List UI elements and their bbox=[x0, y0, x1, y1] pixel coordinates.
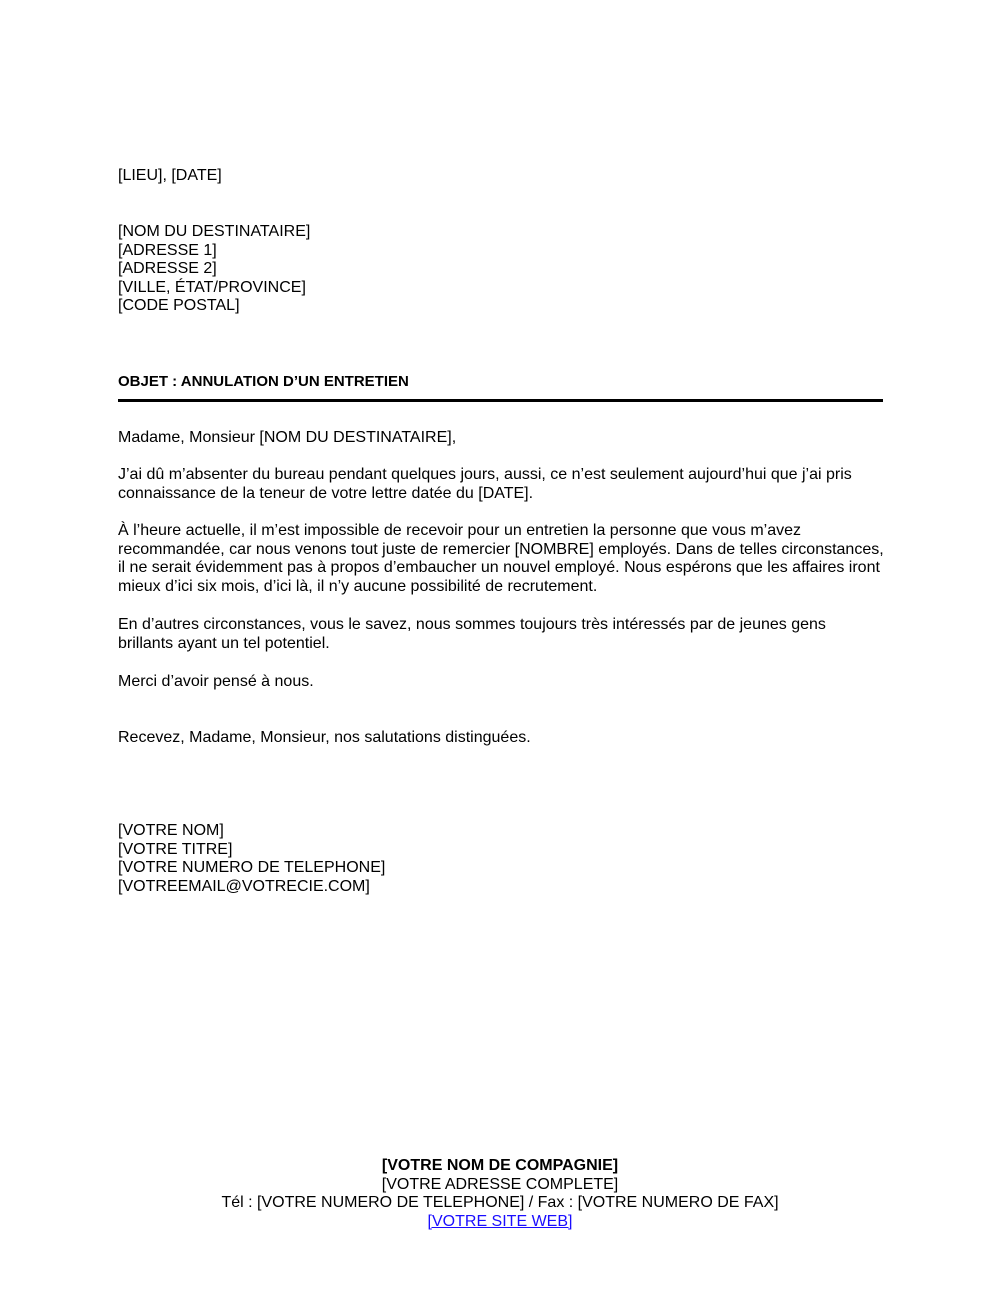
body-paragraph-3 bbox=[118, 616, 884, 653]
closing-text: Recevez, Madame, Monsieur, nos salutations distinguées. bbox=[118, 729, 531, 746]
footer-company-name: [VOTRE NOM DE COMPAGNIE] bbox=[381, 1157, 619, 1174]
body-paragraph-1 bbox=[118, 466, 884, 503]
paragraph-text: Merci d’avoir pensé à nous. bbox=[118, 673, 314, 690]
recipient-city-state: [VILLE, ÉTAT/PROVINCE] bbox=[118, 278, 306, 296]
place-date-text: [LIEU], [DATE] bbox=[118, 167, 222, 184]
footer-address: [VOTRE ADRESSE COMPLETE] bbox=[381, 1175, 619, 1193]
recipient-postal-code: [CODE POSTAL] bbox=[118, 297, 240, 315]
paragraph-text: En d’autres circonstances, vous le savez, nous sommes toujours très intéressés par de jeunes gens brillants ayant un tel potentiel. bbox=[118, 616, 826, 652]
footer-contact: Tél : [VOTRE NUMERO DE TELEPHONE] / Fax : [VOTRE NUMERO DE FAX] bbox=[221, 1194, 779, 1212]
body-paragraph-2 bbox=[118, 522, 884, 596]
recipient-name: [NOM DU DESTINATAIRE] bbox=[118, 223, 311, 240]
salutation-text: Madame, Monsieur [NOM DU DESTINATAIRE], bbox=[118, 429, 457, 446]
signature-block bbox=[118, 822, 884, 896]
letterhead-footer bbox=[0, 1157, 1000, 1231]
signature-phone: [VOTRE NUMERO DE TELEPHONE] bbox=[118, 859, 386, 877]
recipient-address-1: [ADRESSE 1] bbox=[118, 241, 217, 259]
salutation bbox=[118, 429, 884, 448]
subject-heading: OBJET : ANNULATION D’UN ENTRETIEN bbox=[118, 373, 409, 390]
paragraph-text: J’ai dû m’absenter du bureau pendant quelques jours, aussi, ce n’est seulement aujourd’hui que j’ai pris connaissance de la teneur de votre lettre datée du [DATE]. bbox=[118, 466, 852, 502]
signature-title: [VOTRE TITRE] bbox=[118, 840, 233, 858]
closing bbox=[118, 729, 884, 748]
place-date bbox=[118, 167, 884, 186]
signature-email: [VOTREEMAIL@VOTRECIE.COM] bbox=[118, 877, 370, 895]
body-paragraph-4 bbox=[118, 673, 884, 692]
recipient-address-2: [ADRESSE 2] bbox=[118, 260, 217, 278]
recipient-address-block bbox=[118, 223, 884, 316]
paragraph-text: À l’heure actuelle, il m’est impossible de recevoir pour un entretien la personne que vous m’avez recommandée, car nous venons tout juste de remercier [NOMBRE] employés. Dans de telles circonstances, il ne serait évidemment pas à propos d’embaucher un nouvel employé. Nous espérons que les affaires iront mieux d’ici six mois, d’ici là, il n’y aucune possibilité de recrutement. bbox=[118, 522, 884, 595]
footer-website-link[interactable]: [VOTRE SITE WEB] bbox=[427, 1212, 573, 1230]
signature-name: [VOTRE NOM] bbox=[118, 822, 224, 839]
subject-divider bbox=[118, 399, 883, 402]
